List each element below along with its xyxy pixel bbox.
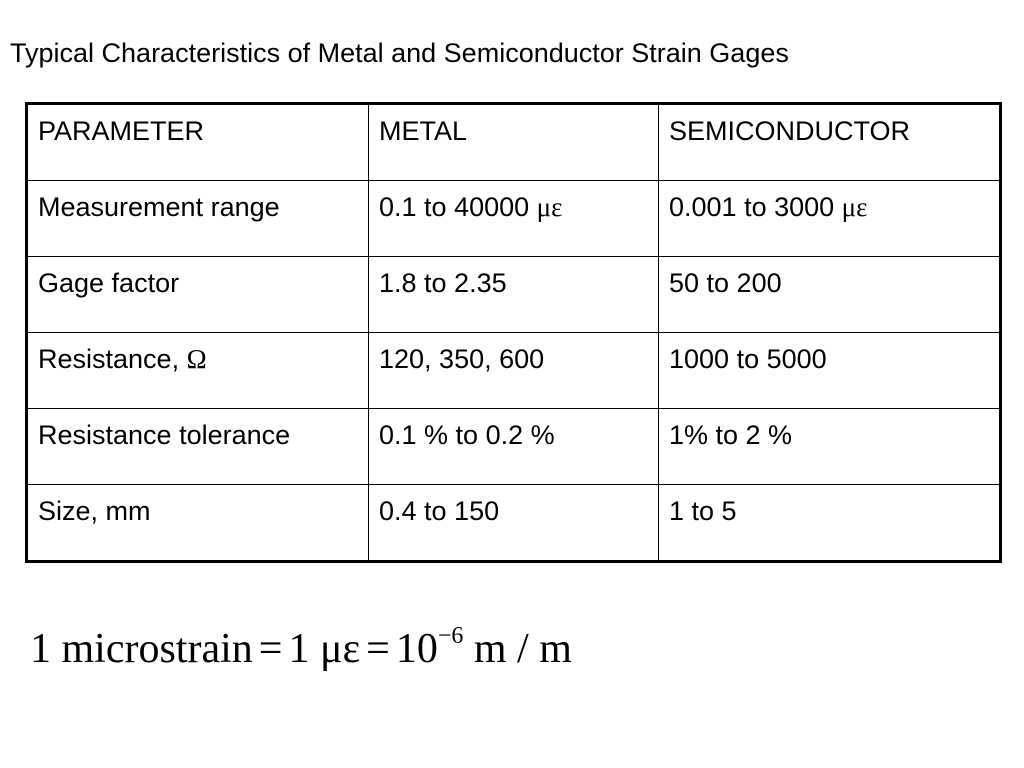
formula-equals: = (366, 626, 390, 672)
cell-semiconductor: 1% to 2 % (659, 409, 1001, 485)
header-parameter: PARAMETER (27, 104, 369, 181)
cell-parameter: Measurement range (27, 181, 369, 257)
cell-semiconductor: 50 to 200 (659, 257, 1001, 333)
microstrain-unit: με (536, 192, 563, 222)
microstrain-unit: με (841, 192, 868, 222)
cell-metal: 0.4 to 150 (369, 485, 659, 562)
cell-semiconductor: 1 to 5 (659, 485, 1001, 562)
cell-metal-value: 0.1 to 40000 (379, 192, 537, 222)
header-metal: METAL (369, 104, 659, 181)
table-row (27, 409, 1001, 485)
cell-metal (369, 181, 659, 257)
cell-parameter: Size, mm (27, 485, 369, 562)
characteristics-table (25, 102, 1002, 563)
formula-equals: = (258, 626, 283, 672)
formula-lhs: 1 microstrain (30, 626, 253, 672)
formula-exponent: −6 (437, 623, 464, 649)
table-header-row (27, 104, 1001, 181)
cell-parameter (27, 333, 369, 409)
header-semiconductor: SEMICONDUCTOR (659, 104, 1001, 181)
microstrain-formula (30, 612, 572, 677)
cell-parameter: Resistance tolerance (27, 409, 369, 485)
cell-metal: 0.1 % to 0.2 % (369, 409, 659, 485)
cell-semi-value: 0.001 to 3000 (669, 192, 842, 222)
table-row (27, 257, 1001, 333)
cell-metal: 1.8 to 2.35 (369, 257, 659, 333)
cell-metal: 120, 350, 600 (369, 333, 659, 409)
table-row (27, 181, 1001, 257)
cell-semiconductor: 1000 to 5000 (659, 333, 1001, 409)
cell-semiconductor (659, 181, 1001, 257)
formula-middle: 1 με (288, 626, 361, 672)
formula-base: 10 (395, 626, 438, 672)
cell-parameter-label: Resistance, (38, 344, 187, 374)
slide-title: Typical Characteristics of Metal and Semiconductor Strain Gages (10, 38, 789, 68)
ohm-unit: Ω (186, 344, 207, 374)
table-row (27, 485, 1001, 562)
formula-rhs: m / m (463, 626, 572, 672)
cell-parameter: Gage factor (27, 257, 369, 333)
table-row (27, 333, 1001, 409)
